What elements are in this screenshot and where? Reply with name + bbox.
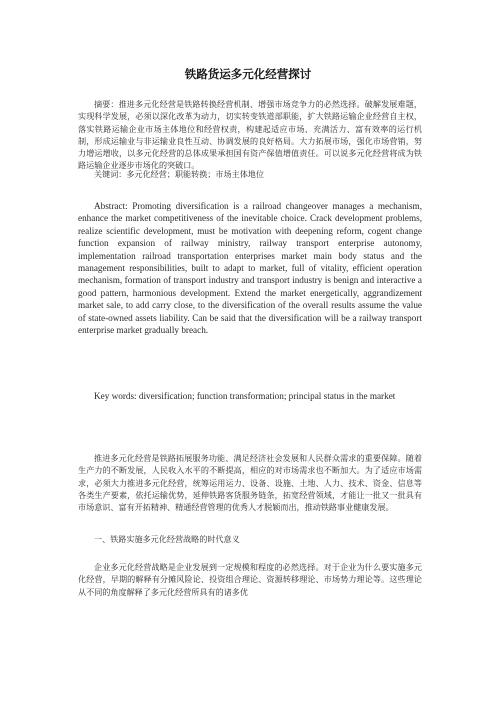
document-title: 铁路货运多元化经营探讨 <box>184 67 312 81</box>
abstract-english: Abstract: Promoting diversification is a railroad changeover manages a mechanism, enhance the market competitiveness of the inevitable choice. Crack development problems, realize scientific development, must be motivation with deepening reform, cogent change function expansion of railway ministry, railway transport enterprise autonomy, implementation railroad transportation enterprises market main body status and the management responsibilities, built to adapt to market, full of vitality, efficient operation mechanism, formation of transport industry and transport industry is benign and interactive a good pattern, harmonious development. Extend the market energetically, aggrandizement market sale, to add carry close, to the diversification of the overall results assume the value of state-owned assets liability. Can be said that the diversification will be a railway transport enterprise market gradually breach. <box>78 201 422 336</box>
keywords-english: Key words: diversification; function transformation; principal status in the market <box>94 391 396 401</box>
section-heading: 一、铁路实施多元化经营战略的时代意义 <box>94 534 240 544</box>
body-paragraph: 企业多元化经营战略是企业发展到一定规模和程度的必然选择。对于企业为什么要实施多元化经营，早期的解释有分摊风险论、投资组合理论、资源转移理论、市场势力理论等。这些理论从不同的角度解释了多元化经营所具有的诸多优 <box>78 562 422 597</box>
abstract-chinese: 摘要：推进多元化经营是铁路转换经营机制、增强市场竞争力的必然选择。破解发展难题，实现科学发展，必须以深化改革为动力，切实转变铁道部职能，扩大铁路运输企业经营自主权，落实铁路运输企业市场主体地位和经营权责，构建起适应市场、充满活力、富有效率的运行机制，形成运输业与非运输业良性互动、协调发展的良好格局。大力拓展市场，强化市场营销，努力增运增收，以多元化经营的总体成果承担国有资产保值增值责任。可以说多元化经营将成为铁路运输企业逐步市场化的突破口。 <box>78 99 422 171</box>
body-intro-paragraph: 推进多元化经营是铁路拓展服务功能、满足经济社会发展和人民群众需求的重要保障。随着生产力的不断发展，人民收入水平的不断提高，相应的对市场需求也不断加大。为了适应市场需求，必须大力推进多元化经营，统筹运用运力、设备、设施、土地、人力、技术、资金、信息等各类生产要素，依托运输优势，延伸铁路客货服务链条，拓宽经营领域，才能让一批又一批具有市场意识、富有开拓精神、精通经营管理的优秀人才脱颖而出，推动铁路事业健康发展。 <box>78 453 422 513</box>
keywords-chinese: 关键词：多元化经营；职能转换；市场主体地位 <box>94 169 264 179</box>
